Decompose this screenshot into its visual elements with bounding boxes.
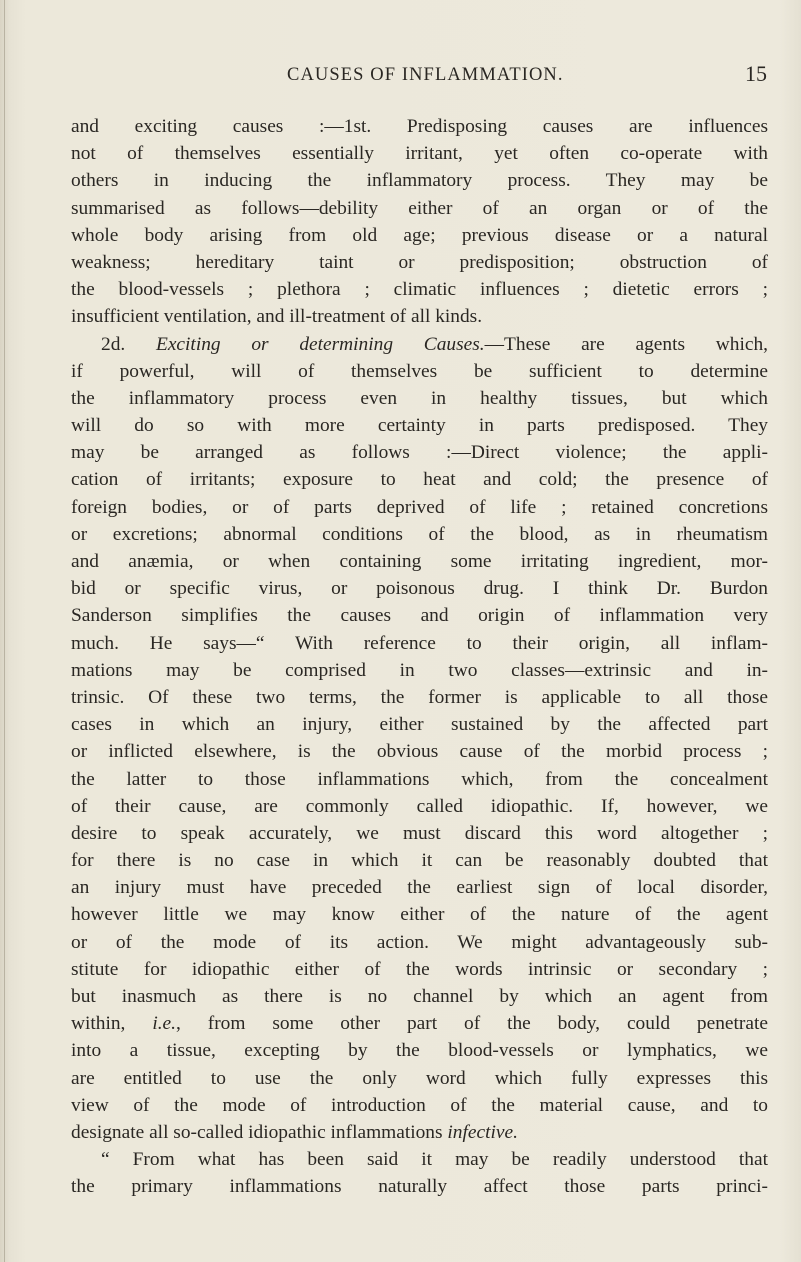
text-line — [71, 521, 768, 548]
text-line — [71, 548, 768, 575]
text-line — [71, 140, 768, 167]
text-run: 2d. — [101, 333, 156, 355]
text-line — [71, 331, 768, 358]
text-run: —These are agents which, — [484, 333, 768, 355]
text-line — [71, 1010, 768, 1037]
text-line — [71, 494, 768, 521]
text-run: , from some other part of the body, could penetrate — [176, 1013, 768, 1035]
text-run: designate all so-called idiopathic inflammations — [71, 1121, 448, 1143]
text-line — [71, 358, 768, 385]
text-run: “ From what has been said it may be readily understood that — [101, 1149, 768, 1171]
page-number: 15 — [745, 61, 767, 86]
text-line — [71, 412, 768, 439]
text-line — [71, 195, 768, 222]
text-line — [71, 1037, 768, 1064]
text-run: not of themselves essentially irritant, yet often co-operate with — [71, 143, 768, 165]
text-line — [71, 820, 768, 847]
text-line — [71, 167, 768, 194]
text-line — [71, 766, 768, 793]
text-line — [71, 1173, 768, 1200]
running-header — [0, 61, 801, 91]
text-line — [71, 874, 768, 901]
text-run: others in inducing the inflammatory process. They may be — [71, 170, 768, 192]
text-run: and exciting causes :—1st. Predisposing causes are influences — [71, 116, 768, 137]
text-line — [71, 684, 768, 711]
italic-text: Exciting or determining Causes. — [155, 333, 485, 355]
text-run: or of the mode of its action. We might advantageously sub- — [71, 931, 768, 953]
text-run: the inflammatory process even in healthy tissues, but which — [71, 387, 768, 409]
italic-text: i.e. — [152, 1013, 177, 1035]
text-line — [71, 847, 768, 874]
text-line — [71, 466, 768, 493]
text-run: bid or specific virus, or poisonous drug. I think Dr. Burdon — [71, 578, 768, 600]
text-run: or excretions; abnormal conditions of the blood, as in rheumatism — [71, 523, 768, 545]
text-line — [71, 983, 768, 1010]
text-run: desire to speak accurately, we must discard this word altogether ; — [71, 822, 768, 844]
text-run: the latter to those inflammations which, from the concealment — [71, 768, 768, 790]
text-run: summarised as follows—debility either of an organ or of the — [71, 197, 768, 219]
text-run: and anæmia, or when containing some irritating ingredient, mor- — [71, 551, 768, 572]
text-run: cases in which an injury, either sustained by the affected part — [71, 714, 768, 736]
text-run: however little we may know either of the nature of the agent — [71, 904, 768, 926]
text-line — [71, 276, 768, 303]
text-line — [71, 711, 768, 738]
page-gutter-edge — [4, 0, 5, 1262]
text-line — [71, 602, 768, 629]
text-run: or inflicted elsewhere, is the obvious cause of the morbid process ; — [71, 741, 768, 763]
text-line — [71, 793, 768, 820]
text-run: view of the mode of introduction of the material cause, and to — [71, 1094, 768, 1116]
text-run: for there is no case in which it can be reasonably doubted that — [71, 850, 768, 872]
text-line — [71, 1146, 768, 1173]
text-run: foreign bodies, or of parts deprived of life ; retained concretions — [71, 496, 768, 518]
text-run: if powerful, will of themselves be sufficient to determine — [71, 360, 768, 382]
text-run: whole body arising from old age; previous disease or a natural — [71, 224, 768, 246]
text-run: mations may be comprised in two classes—extrinsic and in- — [71, 659, 768, 681]
text-line — [71, 1119, 768, 1146]
text-line — [71, 956, 768, 983]
text-run: may be arranged as follows :—Direct violence; the appli- — [71, 442, 768, 464]
text-line — [71, 657, 768, 684]
text-run: weakness; hereditary taint or predisposition; obstruction of — [71, 251, 768, 273]
text-run: stitute for idiopathic either of the words intrinsic or secondary ; — [71, 958, 768, 980]
text-run: but inasmuch as there is no channel by which an agent from — [71, 986, 768, 1007]
text-run: Sanderson simplifies the causes and origin of inflammation very — [71, 605, 768, 627]
text-run: the blood-vessels ; plethora ; climatic influences ; dietetic errors ; — [71, 279, 768, 301]
text-line — [71, 1092, 768, 1119]
text-line — [71, 929, 768, 956]
text-line — [71, 1065, 768, 1092]
text-run: an injury must have preceded the earliest sign of local disorder, — [71, 877, 768, 899]
text-run: of their cause, are commonly called idiopathic. If, however, we — [71, 795, 768, 817]
text-line — [71, 385, 768, 412]
text-run: trinsic. Of these two terms, the former is applicable to all those — [71, 686, 768, 708]
text-line — [71, 222, 768, 249]
text-run: the primary inflammations naturally affect those parts princi- — [71, 1176, 768, 1198]
text-run: into a tissue, excepting by the blood-vessels or lymphatics, we — [71, 1040, 768, 1062]
text-line — [71, 249, 768, 276]
text-line — [71, 630, 768, 657]
text-run: are entitled to use the only word which fully expresses this — [71, 1067, 768, 1089]
italic-text: infective. — [447, 1121, 518, 1143]
text-line — [71, 575, 768, 602]
text-line — [71, 113, 768, 140]
body-text — [71, 113, 768, 1201]
text-line — [71, 303, 768, 330]
text-run: cation of irritants; exposure to heat and cold; the presence of — [71, 469, 768, 491]
text-line — [71, 738, 768, 765]
running-title: CAUSES OF INFLAMMATION. — [287, 65, 564, 85]
text-run: within, — [71, 1013, 153, 1035]
text-line — [71, 439, 768, 466]
text-run: much. He says—“ With reference to their origin, all inflam- — [71, 632, 768, 654]
text-run: insufficient ventilation, and ill-treatment of all kinds. — [71, 306, 483, 328]
text-run: will do so with more certainty in parts predisposed. They — [71, 415, 768, 437]
text-line — [71, 901, 768, 928]
